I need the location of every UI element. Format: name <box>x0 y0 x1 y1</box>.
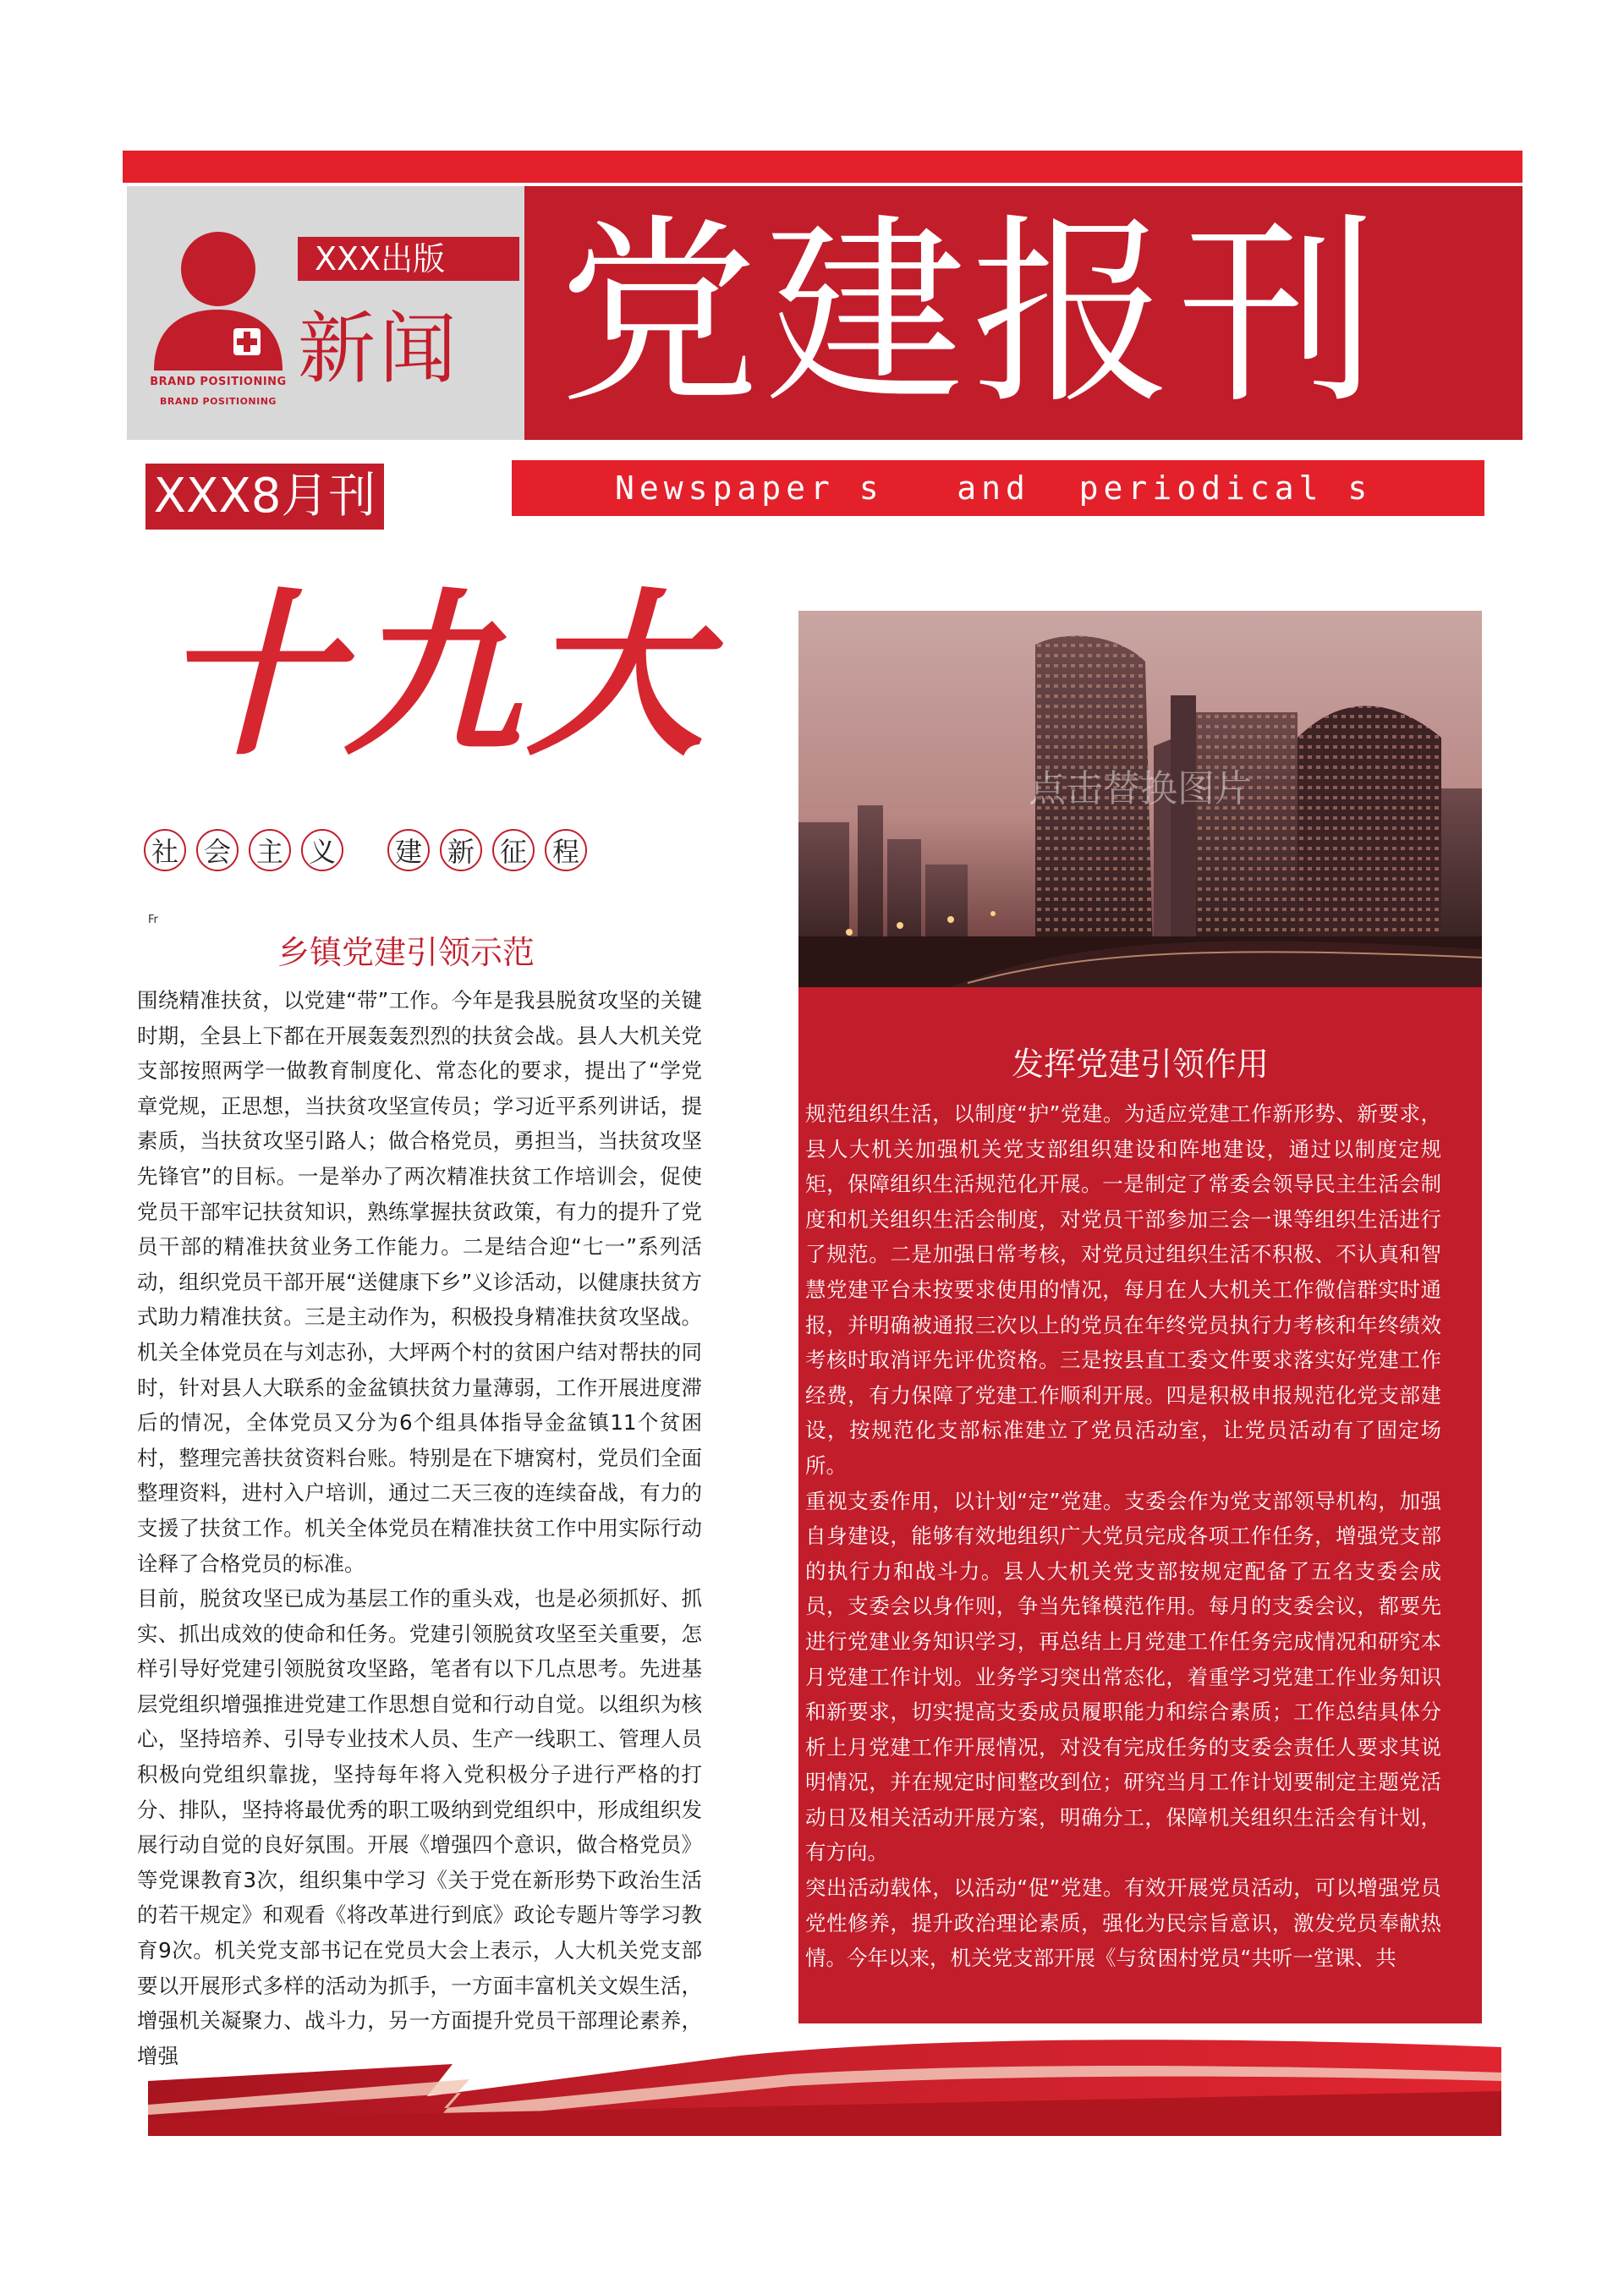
slogan-circles <box>144 829 597 871</box>
hero-headline: 十九大 <box>161 573 710 780</box>
right-article-paragraph: 规范组织生活，以制度“护”党建。为适应党建工作新形势、新要求，县人大机关加强机关党支部组织建设和阵地建设，通过以制度定规矩，保障组织生活规范化开展。一是制定了常委会领导民主生活会制度和机关组织生活会制度，对党员干部参加三会一课等组织生活进行了规范。二是加强日常考核，对党员过组织生活不积极、不认真和智慧党建平台未按要求使用的情况，每月在人大机关工作微信群实时通报，并明确被通报三次以上的党员在年终党员执行力考核和年终绩效考核时取消评先评优资格。三是按县直工委文件要求落实好党建工作经费，有力保障了党建工作顺利开展。四是积极申报规范化党支部建设，按规范化支部标准建立了党员活动室，让党员活动有了固定场所。 <box>805 1101 1441 1478</box>
slogan-char: 征 <box>492 829 535 871</box>
right-article-body <box>805 1096 1441 1976</box>
person-icon <box>151 228 286 372</box>
fr-marker: Fr <box>148 914 158 926</box>
english-subtitle-bar: Newspaper s and periodical s <box>512 460 1484 516</box>
slogan-char: 建 <box>387 829 430 871</box>
slogan-char: 会 <box>196 829 239 871</box>
header-top-bar <box>123 151 1522 183</box>
left-article-paragraph: 围绕精准扶贫，以党建“带”工作。今年是我县脱贫攻坚的关键时期，全县上下都在开展轰轰烈烈的扶贫会战。县人大机关党支部按照两学一做教育制度化、常态化的要求，提出了“学党章党规，正思想，当扶贫攻坚宣传员；学习近平系列讲话，提素质，当扶贫攻坚引路人；做合格党员，勇担当，当扶贫攻坚先锋官”的目标。一是举办了两次精准扶贫工作培训会，促使党员干部牢记扶贫知识，熟练掌握扶贫政策，有力的提升了党员干部的精准扶贫业务工作能力。二是结合迎“七一”系列活动，组织党员干部开展“送健康下乡”义诊活动，以健康扶贫方式助力精准扶贫。三是主动作为，积极投身精准扶贫攻坚战。机关全体党员在与刘志孙，大坪两个村的贫困户结对帮扶的同时，针对县人大联系的金盆镇扶贫力量薄弱，工作开展进度滞后的情况，全体党员又分为6个组具体指导金盆镇11个贫困村，整理完善扶贫资料台账。特别是在下塘窝村，党员们全面整理资料，进村入户培训，通过二天三夜的连续奋战，有力的支援了扶贫工作。机关全体党员在精准扶贫工作中用实际行动诠释了合格党员的标准。 <box>137 988 702 1576</box>
left-article-body <box>137 983 702 2073</box>
right-article-paragraph: 突出活动载体，以活动“促”党建。有效开展党员活动，可以增强党员党性修养，提升政治理论素质，强化为民宗旨意识，激发党员奉献热情。今年以来，机关党支部开展《与贫困村党员“共听一堂课、共 <box>805 1875 1441 1971</box>
right-article-heading: 发挥党建引领作用 <box>1011 1046 1269 1083</box>
brand-positioning-text: BRAND POSITIONING <box>150 376 287 388</box>
slogan-char: 主 <box>249 829 291 871</box>
left-article-paragraph: 目前，脱贫攻坚已成为基层工作的重头戏，也是必须抓好、抓实、抓出成效的使命和任务。党建引领脱贫攻坚至关重要，怎样引导好党建引领脱贫攻坚路，笔者有以下几点思考。先进基层党组织增强推进党建工作思想自觉和行动自觉。以组织为核心，坚持培养、引导专业技术人员、生产一线职工、管理人员积极向党组织靠拢，坚持每年将入党积极分子进行严格的打分、排队，坚持将最优秀的职工吸纳到党组织中，形成组织发展行动自觉的良好氛围。开展《增强四个意识，做合格党员》等党课教育3次，组织集中学习《关于党在新形势下政治生活的若干规定》和观看《将改革进行到底》政论专题片等学习教育9次。机关党支部书记在党员大会上表示，人大机关党支部要以开展形式多样的活动为抓手，一方面丰富机关文娱生活，增强机关凝聚力、战斗力，另一方面提升党员干部理论素养，增强 <box>137 1586 702 2068</box>
slogan-char: 新 <box>440 829 482 871</box>
slogan-char: 程 <box>545 829 587 871</box>
footer-ribbon-decoration <box>148 2030 1501 2136</box>
brand-positioning-subtext: BRAND POSITIONING <box>160 396 277 407</box>
photo-placeholder-text: 点击替换图片 <box>1029 767 1252 810</box>
left-article-heading: 乡镇党建引领示范 <box>277 934 535 971</box>
news-label: 新闻 <box>298 304 461 394</box>
slogan-char: 社 <box>144 829 186 871</box>
slogan-char: 义 <box>301 829 343 871</box>
right-article-paragraph: 重视支委作用，以计划“定”党建。支委会作为党支部领导机构，加强自身建设，能够有效地组织广大党员完成各项工作任务，增强党支部的执行力和战斗力。县人大机关党支部按规定配备了五名支委会成员，支委会以身作则，争当先锋模范作用。每月的支委会议，都要先进行党建业务知识学习，再总结上月党建工作任务完成情况和研究本月党建工作计划。业务学习突出常态化，着重学习党建工作业务知识和新要求，切实提高支委成员履职能力和综合素质；工作总结具体分析上月党建工作开展情况，对没有完成任务的支委会责任人要求其说明情况，并在规定时间整改到位；研究当月工作计划要制定主题党活动日及相关活动开展方案，明确分工，保障机关组织生活会有计划，有方向。 <box>805 1488 1441 1865</box>
issue-label: XXX8月刊 <box>145 464 384 530</box>
city-photo[interactable] <box>798 611 1482 987</box>
masthead-title: 党建报刊 <box>558 197 1384 431</box>
publisher-label: XXX出版 <box>298 237 519 281</box>
